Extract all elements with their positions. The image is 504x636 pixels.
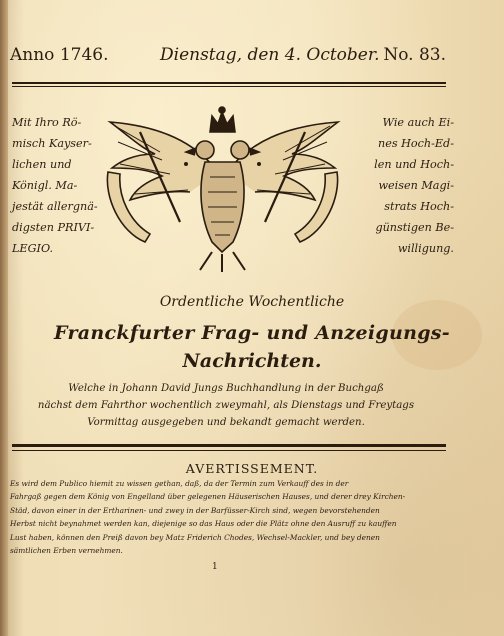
section-rule [12, 444, 446, 447]
privilege-left-line: jestät allergnä- [12, 200, 98, 213]
privilege-right-block [354, 112, 454, 259]
title-line-1: Ordentliche Wochentliche [159, 294, 345, 310]
privilege-right-line: len und Hoch- [374, 158, 454, 171]
privilege-right-line: willigung. [397, 242, 454, 255]
section-rule-thin [12, 450, 446, 451]
privilege-right-line: günstigen Be- [375, 221, 454, 234]
imprint-line: Welche in Johann David Jungs Buchhandlung in der Buchgaß [68, 383, 384, 394]
avertissement-line: Städ, davon einer in der Ertharinen- und zwey in der Barfüsser-Kirch sind, wegen bevorstehenden [10, 505, 380, 515]
header-rule-thin [12, 86, 446, 87]
issue-date: Dienstag, den 4. October. [160, 45, 380, 65]
title-line-3: Nachrichten. [182, 350, 322, 372]
privilege-right-line: weisen Magi- [378, 179, 454, 192]
privilege-right-line: strats Hoch- [384, 200, 454, 213]
double-headed-eagle-crest [100, 102, 345, 274]
issue-number: No. 83. [383, 45, 446, 65]
avertissement-heading: AVERTISSEMENT. [185, 461, 319, 476]
privilege-left-line: digsten PRIVI- [12, 221, 95, 234]
page-mark: 1 [212, 562, 218, 572]
avertissement-line: Fahrgaß gegen dem König von Engelland über gelegenen Häuserischen Hauses, und derer drey Kirchen- [10, 492, 406, 502]
privilege-right-line: nes Hoch-Ed- [378, 137, 454, 150]
binding-spine [0, 0, 8, 636]
privilege-left-line: lichen und [12, 158, 72, 171]
privilege-left-line: Mit Ihro Rö- [12, 116, 82, 129]
header-rule [12, 82, 446, 84]
privilege-left-line: misch Kayser- [12, 137, 92, 150]
privilege-right-line: Wie auch Ei- [382, 116, 454, 129]
avertissement-line: Herbst nicht beynahmet werden kan, diejenige so das Haus oder die Plätz ohne den Ausruff zu kauffen [10, 519, 397, 529]
avertissement-body [10, 477, 450, 557]
issue-year: Anno 1746. [10, 45, 109, 65]
imprint-line: Vormittag ausgegeben und bekandt gemacht werden. [87, 417, 365, 428]
title-line-2: Franckfurter Frag- und Anzeigungs- [54, 322, 450, 344]
imprint-block [6, 380, 446, 431]
privilege-left-line: LEGIO. [12, 242, 54, 255]
imprint-line: nächst dem Fahrthor wochentlich zweymahl, als Dienstags und Freytags [37, 400, 415, 411]
avertissement-line: sämtlichen Erben vernehmen. [10, 546, 123, 556]
avertissement-line: Lust haben, können den Preiß davon bey Matz Friderich Chodes, Wechsel-Mackler, und bey denen [10, 532, 380, 542]
privilege-left-line: Königl. Ma- [12, 179, 78, 192]
avertissement-line: Es wird dem Publico hiemit zu wissen gethan, daß, da der Termin zum Verkauff des in der [10, 479, 349, 488]
